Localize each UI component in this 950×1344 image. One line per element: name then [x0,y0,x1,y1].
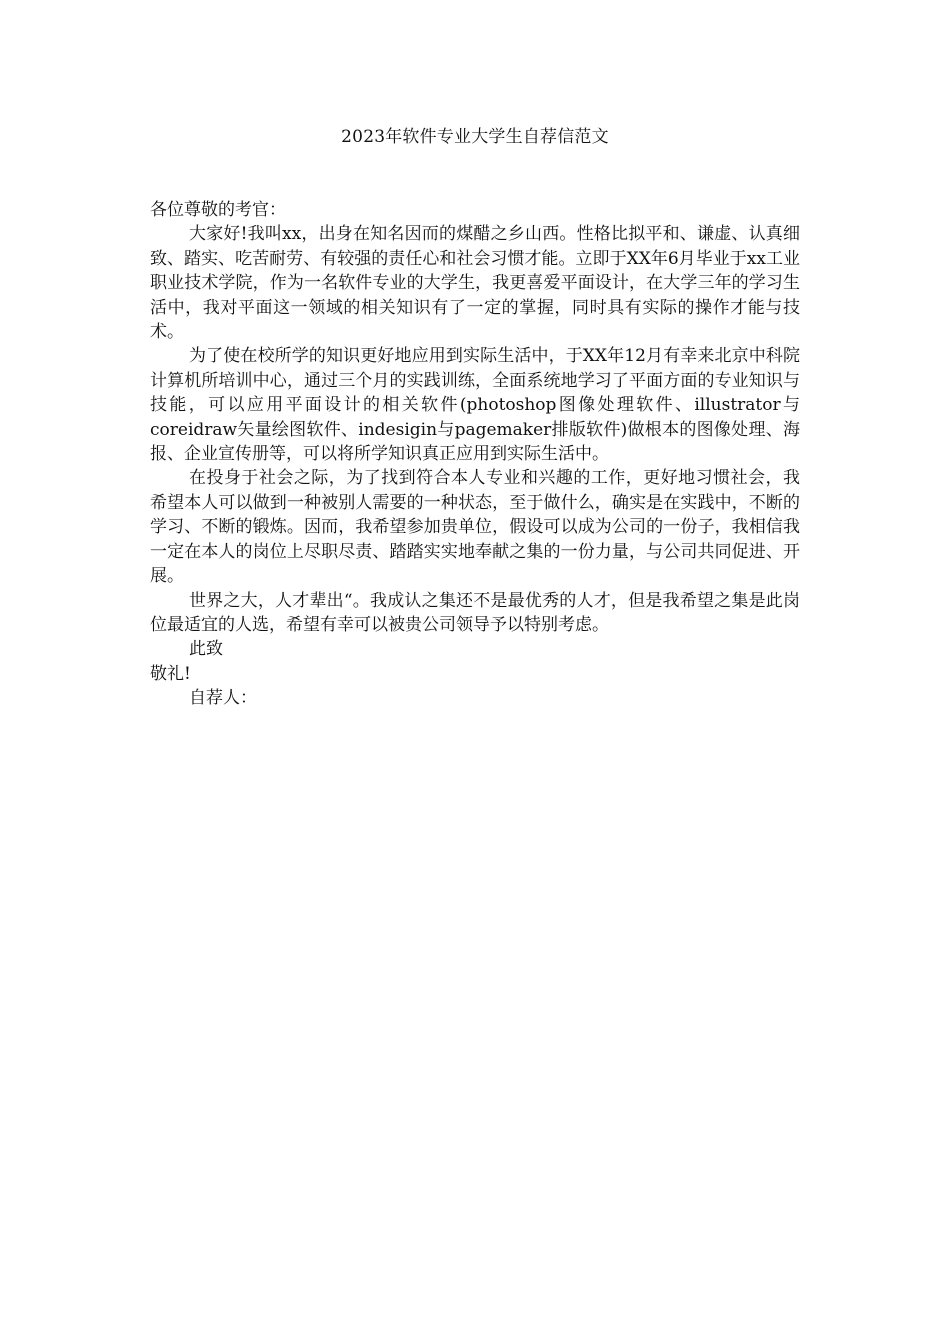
closing-salute: 敬礼! [150,663,191,684]
paragraph-training: 为了使在校所学的知识更好地应用到实际生活中，于XX年12月有幸来北京中科院计算机所培训中心，通过三个月的实践训练，全面系统地学习了平面方面的专业知识与技能，可以应用平面设计的相关软件(photoshop图像处理软件、illustrator与coreidraw矢量绘图软件、indesigin与pagemaker排版软件)做根本的图像处理、海报、企业宣传册等，可以将所学知识真正应用到实际生活中。 [150,346,800,465]
closing-regards: 此致 [189,639,223,660]
paragraph-career-goal: 在投身于社会之际，为了找到符合本人专业和兴趣的工作，更好地习惯社会，我希望本人可以做到一种被别人需要的一种状态，至于做什么，确实是在实践中，不断的学习、不断的锻炼。因而，我希望参加贵单位，假设可以成为公司的一份子，我相信我一定在本人的岗位上尽职尽责、踏踏实实地奉献之集的一份力量，与公司共同促进、开展。 [150,468,800,587]
letter-body [150,198,800,711]
salutation: 各位尊敬的考官： [150,200,286,220]
paragraph-intro: 大家好!我叫xx，出身在知名因而的煤醋之乡山西。性格比拟平和、谦虚、认真细致、踏实、吃苦耐劳、有较强的责任心和社会习惯才能。立即于XX年6月毕业于xx工业职业技术学院，作为一名软件专业的大学生，我更喜爱平面设计，在大学三年的学习生活中，我对平面这一领域的相关知识有了一定的掌握，同时具有实际的操作才能与技术。 [150,224,800,343]
signature-label: 自荐人： [189,688,257,709]
document-title: 2023年软件专业大学生自荐信范文 [341,127,609,147]
paragraph-conclusion: 世界之大，人才辈出“。我成认之集还不是最优秀的人才，但是我希望之集是此岗位最适宜的人选，希望有幸可以被贵公司领导予以特别考虑。 [150,590,800,635]
